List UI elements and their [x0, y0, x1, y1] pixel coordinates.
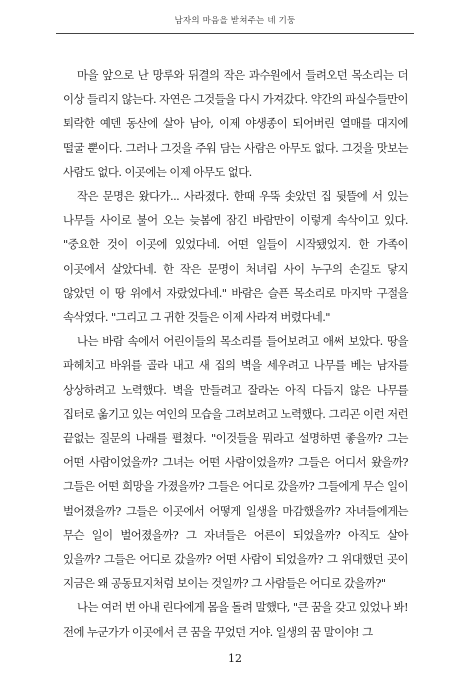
running-header: 남자의 마음을 받쳐주는 네 기둥: [174, 16, 296, 26]
header-divider: [56, 33, 414, 34]
body-text: [63, 63, 408, 644]
paragraph-1: 마을 앞으로 난 망루와 뒤결의 작은 과수원에서 들려오던 목소리는 더 이상 들리지 않는다. 자연은 그것들을 다시 가져갔다. 약간의 파실수들만이 퇴락한 예덴 동산에 살아 남아, 이제 야생종이 되어버린 열매를 대지에 떨굴 뿐이다. 그러나 그것을 주워 담는 사람은 아무도 없다. 그것을 맛보는 사람도 없다. 이곳에는 이제 아무도 없다.: [63, 68, 408, 179]
paragraph-2: 작은 문명은 왔다가... 사라졌다. 한때 우뚝 솟았던 집 뒷뜰에 서 있는 나무들 사이로 불어 오는 늦봄에 잠긴 바람만이 이렇게 속삭이고 있다. "중요한 것이 이곳에 있었다네. 어떤 일들이 시작됐었지. 한 가족이 이곳에서 살았다네. 한 작은 문명이 처녀림 사이 누구의 손길도 닿지 않았던 이 땅 위에서 자랐었다네." 바람은 슬픈 목소리로 마지막 구절을 속삭였다. "그리고 그 귀한 것들은 이제 사라져 버렸다네.": [63, 189, 408, 325]
paragraph-4: 나는 여러 번 아내 린다에게 몸을 돌려 말했다, "큰 꿈을 갖고 있었나 봐! 전에 누군가가 이곳에서 큰 꿈을 꾸었던 거야. 일생의 꿈 말이야! 그: [63, 600, 408, 639]
page-number: 12: [228, 652, 242, 665]
paragraph-3: 나는 바람 속에서 어린이들의 목소리를 들어보려고 애써 보았다. 땅을 파헤치고 바위를 골라 내고 새 집의 벽을 세우려고 나무를 베는 남자를 상상하려고 노력했다. 벽을 만들려고 잘라논 아직 다듬지 않은 나무를 집터로 옮기고 있는 여인의 모습을 그려보려고 노력했다. 그리곤 이런 저런 끝없는 질문의 나래를 펼쳤다. "이것들을 뭐라고 설명하면 좋을까? 그는 어떤 사람이었을까? 그녀는 어떤 사람이었을까? 그들은 어디서 왔을까? 그들은 어떤 희망을 가졌을까? 그들은 어디로 갔을까? 그들에게 무슨 일이 벌어졌을까? 그들은 이곳에서 어떻게 일생을 마감했을까? 자녀들에게는 무슨 일이 벌어졌을까? 그 자녀들은 어른이 되었을까? 아직도 살아 있을까? 그들은 어디로 갔을까? 어떤 사람이 되었을까? 그 위대했던 곳이 지금은 왜 공동묘지처럼 보이는 것일까? 그 사람들은 어디로 갔을까?": [63, 334, 408, 591]
